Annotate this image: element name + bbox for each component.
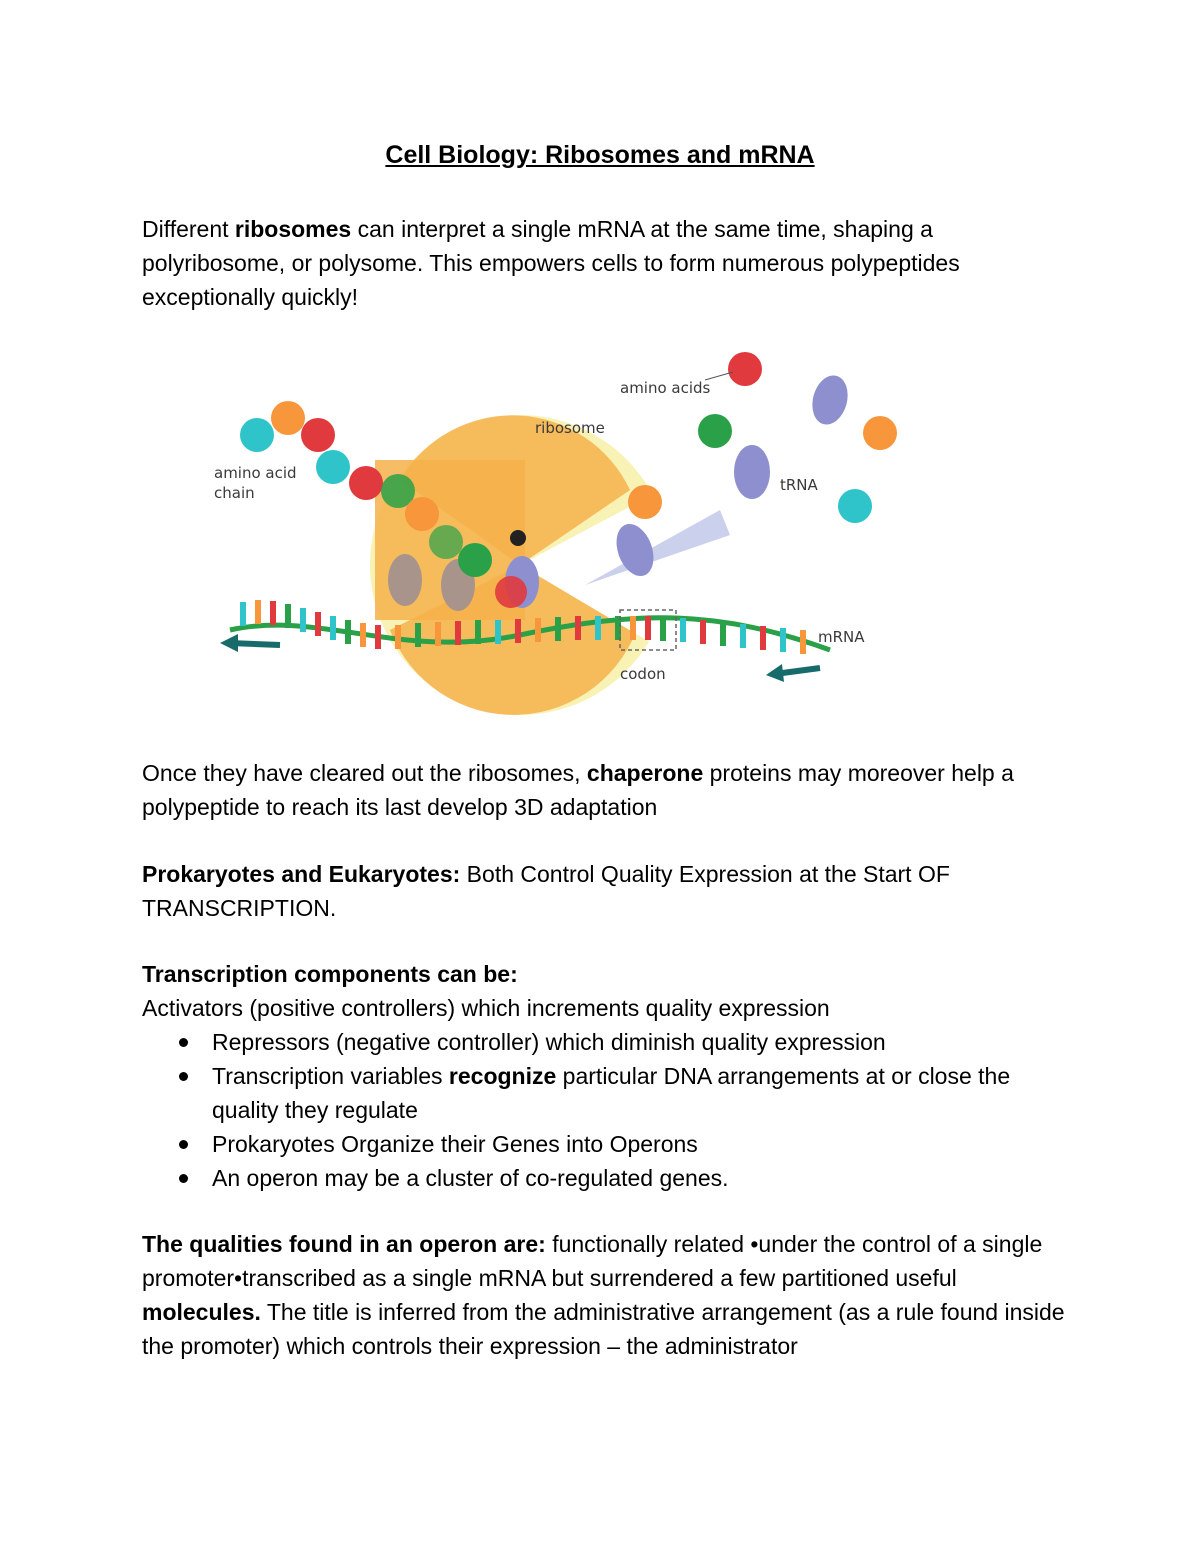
operon-paragraph xyxy=(142,1227,1072,1363)
bullet-icon xyxy=(179,1140,188,1149)
list-item xyxy=(142,1161,1072,1195)
intro-paragraph xyxy=(142,212,1072,314)
label-amino-acids: amino acids xyxy=(620,379,711,397)
transcription-heading-text: Transcription components can be: xyxy=(142,961,518,987)
bullet-icon xyxy=(179,1174,188,1183)
bullet-text-a: Transcription variables xyxy=(212,1063,449,1089)
trna-inside-1 xyxy=(388,554,422,606)
chaperone-bold: chaperone xyxy=(586,760,704,786)
prok-euk-paragraph xyxy=(142,857,1072,925)
label-amino-acid-chain-1: amino acid xyxy=(214,464,297,482)
label-ribosome: ribosome xyxy=(535,419,605,437)
incoming-amino-acid xyxy=(628,485,662,519)
bullet-text: Prokaryotes Organize their Genes into Operons xyxy=(212,1131,698,1157)
prok-euk-bold: Prokaryotes and Eukaryotes: xyxy=(142,861,461,887)
intro-bold-ribosomes: ribosomes xyxy=(234,216,352,242)
free-trna-2 xyxy=(807,371,853,428)
amino-acid-orange xyxy=(863,416,897,450)
transcription-heading xyxy=(142,957,1072,991)
intro-text-2: can interpret a single mRNA at the same time, shaping a polyribosome, or polysome. This empowers cells to form numerous polypeptides exceptionally quickly! xyxy=(142,216,960,310)
transcription-section xyxy=(142,957,1072,1025)
activators-line: Activators (positive controllers) which increments quality expression xyxy=(142,995,830,1021)
operon-bold-2: molecules. xyxy=(142,1299,261,1325)
bullet-text: Repressors (negative controller) which diminish quality expression xyxy=(212,1029,886,1055)
page-title: Cell Biology: Ribosomes and mRNA xyxy=(385,141,815,169)
bullet-text: An operon may be a cluster of co-regulated genes. xyxy=(212,1165,729,1191)
list-item xyxy=(142,1127,1072,1161)
bullet-icon xyxy=(179,1072,188,1081)
chaperone-paragraph xyxy=(142,756,1072,824)
list-item xyxy=(142,1059,1072,1127)
intro-text-1: Different xyxy=(142,216,235,242)
amino-acid-green xyxy=(698,414,732,448)
chaperone-text-2: proteins may moreover help a polypeptide to reach its last develop 3D adaptation xyxy=(142,760,1014,820)
amino-acid-teal xyxy=(838,489,872,523)
label-codon: codon xyxy=(620,665,666,683)
transcription-bullet-list xyxy=(142,1025,1072,1195)
label-amino-acid-chain-2: chain xyxy=(214,484,255,502)
operon-text-2: The title is inferred from the administrative arrangement (as a rule found inside the promoter) which controls their expression – the administrator xyxy=(142,1299,1065,1359)
bullet-icon xyxy=(179,1038,188,1047)
bullet-bold: recognize xyxy=(448,1063,557,1089)
ribosome-translation-illustration xyxy=(200,340,900,720)
operon-text-1: functionally related •under the control of a single promoter•transcribed as a single mRNA but surrendered a few partitioned useful xyxy=(142,1231,1043,1291)
amino-acid-red xyxy=(728,352,762,386)
list-item xyxy=(142,1025,1072,1059)
operon-bold-1: The qualities found in an operon are: xyxy=(142,1231,546,1257)
label-trna: tRNA xyxy=(780,476,818,494)
bullet-text-b: particular DNA arrangements at or close the quality they regulate xyxy=(212,1063,1011,1123)
chaperone-text-1: Once they have cleared out the ribosomes, xyxy=(142,760,587,786)
ribosome-eye xyxy=(510,530,526,546)
label-mrna: mRNA xyxy=(818,628,865,646)
prok-euk-text: Both Control Quality Expression at the Start OF TRANSCRIPTION. xyxy=(142,861,950,921)
free-trna-1 xyxy=(734,445,770,499)
